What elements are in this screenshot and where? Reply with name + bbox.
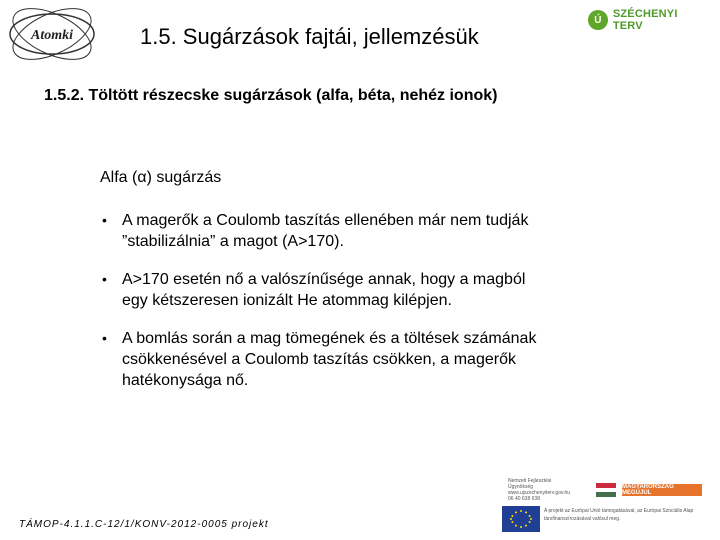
bullet-text: A>170 esetén nő a valószínűsége annak, hogy a magból egy kétszeresen ionizált He atommag kilépjen. bbox=[122, 271, 526, 309]
bullet-text: A bomlás során a mag tömegének és a töltések számának csökkenésével a Coulomb taszítás csökken, a magerők hatékonysága nő. bbox=[122, 330, 537, 389]
bullet-item bbox=[100, 210, 550, 252]
bullet-icon: • bbox=[102, 330, 107, 346]
szechenyi-mark-icon: Ú bbox=[588, 10, 608, 30]
eu-funding-text: A projekt az Európai Unió támogatásával, az Európai Szociális Alap társfinanszírozásával valósul meg. bbox=[544, 508, 694, 522]
bullet-item bbox=[100, 269, 550, 311]
hungary-renews-banner: MAGYARORSZÁG MEGÚJUL bbox=[622, 484, 702, 496]
bullet-list bbox=[100, 210, 550, 408]
bullet-text: A magerők a Coulomb taszítás ellenében már nem tudják ”stabilizálnia” a magot (A>170). bbox=[122, 212, 529, 250]
funding-logos bbox=[500, 478, 710, 534]
slide-title: 1.5. Sugárzások fajtái, jellemzésük bbox=[140, 24, 479, 49]
svg-text:Atomki: Atomki bbox=[30, 28, 74, 43]
eu-flag-icon bbox=[502, 506, 540, 532]
agency-text: Nemzeti Fejlesztési Ügynökség www.ujszechenyiterv.gov.hu 06 40 638 638 bbox=[508, 478, 571, 502]
szechenyi-terv-text: SZÉCHENYI TERV bbox=[612, 8, 678, 32]
bullet-icon: • bbox=[102, 271, 107, 287]
hungary-flag-icon bbox=[596, 483, 616, 497]
section-heading: Alfa (α) sugárzás bbox=[100, 169, 222, 186]
project-footer: TÁMOP-4.1.1.C-12/1/KONV-2012-0005 projekt bbox=[19, 519, 269, 530]
slide-subtitle: 1.5.2. Töltött részecske sugárzások (alfa, béta, nehéz ionok) bbox=[44, 87, 498, 104]
szechenyi-terv-logo bbox=[588, 8, 710, 32]
bullet-item bbox=[100, 328, 550, 391]
bullet-icon: • bbox=[102, 212, 107, 228]
atomki-logo bbox=[6, 8, 98, 60]
